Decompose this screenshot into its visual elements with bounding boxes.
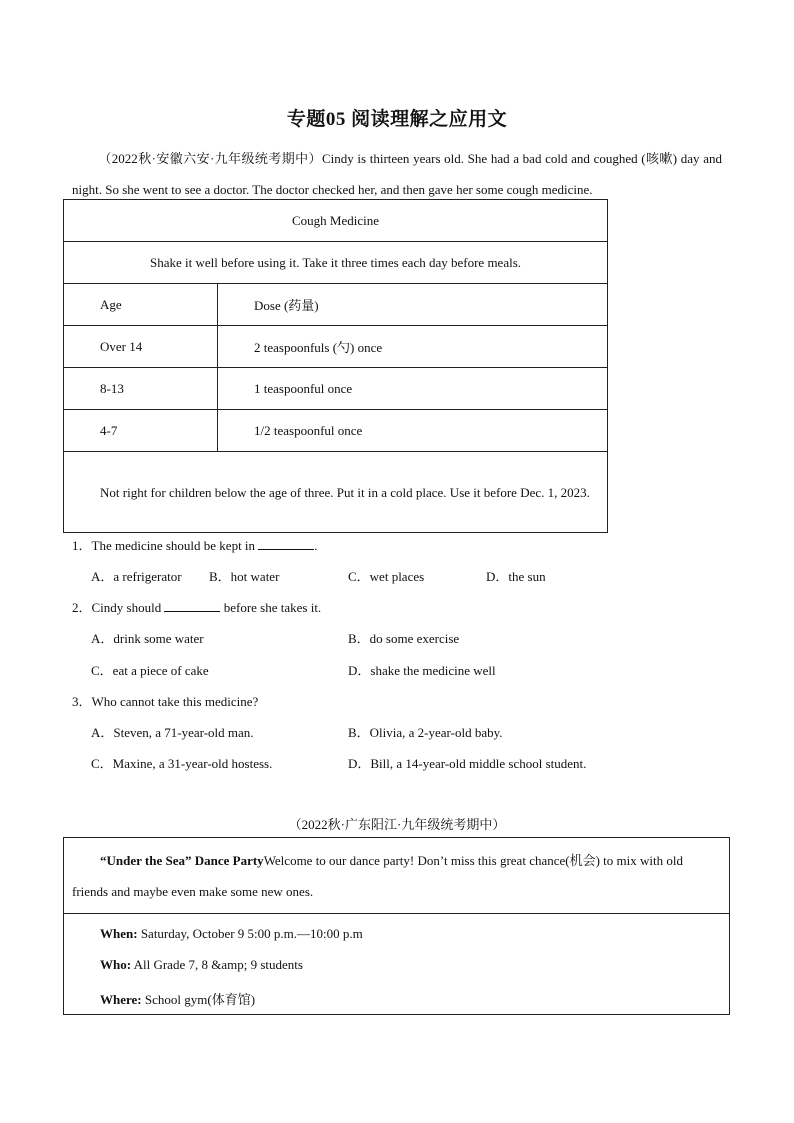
q2-option-b: B．do some exercise [348,631,460,646]
passage-1-text: Cindy is thirteen years old. She had a bad cold and coughed (咳嗽) day and night. So she went to see a doctor. The doctor checked her, and then gave her some cough medicine. [72,151,722,197]
row-dose: 1 teaspoonful once [218,368,608,410]
q3-option-d: D．Bill, a 14-year-old middle school student. [348,756,587,771]
answer-blank [164,599,220,612]
dance-party-headline: “Under the Sea” Dance Party [100,853,264,868]
cough-medicine-table [63,199,608,533]
table-title: Cough Medicine [64,200,608,242]
passage-1-source: （2022秋·安徽六安·九年级统考期中） [98,151,322,166]
passage-1-intro [72,143,722,205]
q2-option-c: C．eat a piece of cake [91,663,209,678]
question-1: 1．The medicine should be kept in . [72,538,318,553]
table-row [64,410,608,452]
who-line: Who: All Grade 7, 8 &amp; 9 students [100,957,303,972]
row-dose: 1/2 teaspoonful once [218,410,608,452]
q2-option-a: A．drink some water [91,631,204,646]
table-row [64,368,608,410]
when-line: When: Saturday, October 9 5:00 p.m.—10:00 p.m [100,926,363,941]
row-dose: 2 teaspoonfuls (勺) once [218,326,608,368]
where-line: Where: School gym(体育馆) [100,992,256,1007]
q1-option-b: B．hot water [209,569,280,584]
header-dose: Dose (药量) [218,284,608,326]
q1-option-c: C．wet places [348,569,425,584]
q3-option-c: C．Maxine, a 31-year-old hostess. [91,756,273,771]
q2-option-d: D．shake the medicine well [348,663,496,678]
table-header-row [64,284,608,326]
table-instruction: Shake it well before using it. Take it three times each day before meals. [64,242,608,284]
dance-party-box [63,837,730,1015]
page-title: 专题05 阅读理解之应用文 [286,109,508,130]
table-note: Not right for children below the age of three. Put it in a cold place. Use it before Dec. 1, 2023. [64,452,608,533]
answer-blank [258,537,314,550]
passage-2-source: （2022秋·广东阳江·九年级统考期中） [288,817,506,832]
q1-option-a: A．a refrigerator [91,569,182,584]
divider [64,913,729,914]
row-age: Over 14 [64,326,218,368]
row-age: 8-13 [64,368,218,410]
question-3: 3．Who cannot take this medicine? [72,694,259,709]
dance-party-text: Welcome to our dance party! Don’t miss this great chance(机会) to mix with old friends and maybe even make some new ones. [72,853,683,899]
q3-option-a: A．Steven, a 71-year-old man. [91,725,254,740]
row-age: 4-7 [64,410,218,452]
q1-option-d: D．the sun [486,569,546,584]
question-2: 2．Cindy should before she takes it. [72,600,322,615]
header-age: Age [64,284,218,326]
table-row [64,326,608,368]
q3-option-b: B．Olivia, a 2-year-old baby. [348,725,503,740]
dance-party-intro [72,845,721,907]
